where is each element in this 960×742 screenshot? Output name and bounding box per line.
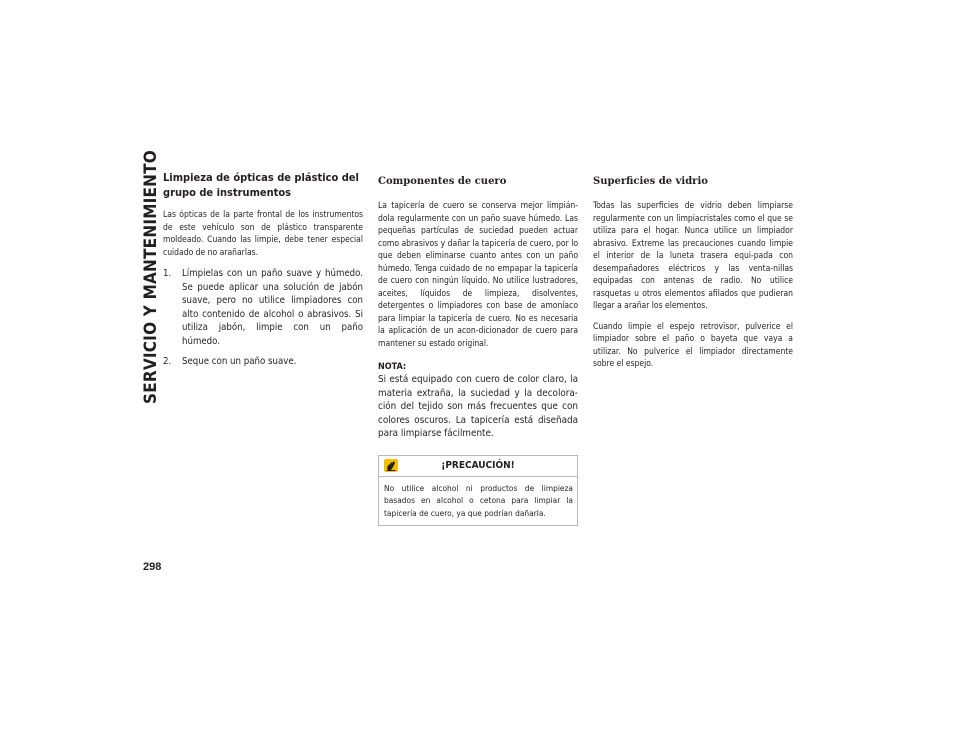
heading-leather: Componentes de cuero <box>378 176 507 187</box>
step-text: Límpielas con un paño suave y húmedo. Se puede aplicar una solución de jabón suave, pero no utilice limpiadores con alto contenido de alcohol o abrasivos. Si utiliza jabón, limpie con un paño húmedo. <box>182 268 363 347</box>
heading-instrument-lens: Limpieza de ópticas de plástico del grupo de instrumentos <box>163 171 359 199</box>
column-leather <box>378 170 578 526</box>
paragraph-glass-2: Cuando limpie el espejo retrovisor, pulverice el limpiador sobre el paño o bayeta que vaya a utilizar. No pulverice el limpiador directamente sobre el espejo. <box>593 321 793 369</box>
note-text: Si está equipado con cuero de color claro, la materia extraña, la suciedad y la decolora-ción del tejido son más frecuentes que con colores oscuros. La tapicería está diseñada para limpiarse fácilmente. <box>378 374 578 440</box>
step-number: 2. <box>163 355 172 367</box>
heading-glass: Superficies de vidrio <box>593 176 708 187</box>
section-title-text: SERVICIO Y MANTENIMIENTO <box>141 149 161 405</box>
caution-title: ¡PRECAUCIÓN! <box>441 459 515 471</box>
steps-list <box>163 267 363 368</box>
step-text: Seque con un paño suave. <box>182 355 297 367</box>
note-label: NOTA: <box>378 362 407 372</box>
caution-text: No utilice alcohol ni productos de limpieza basados en alcohol o cetona para limpiar la tapicería de cuero, ya que podrían dañarla. <box>384 482 573 518</box>
column-instrument-lens <box>163 170 363 374</box>
caution-box <box>378 455 578 527</box>
caution-header <box>379 456 577 477</box>
step-number: 1. <box>163 268 172 279</box>
paragraph-glass-1: Todas las superficies de vidrio deben limpiarse regularmente con un limpiacristales como el que se utiliza para el hogar. Nunca utilice un limpiador abrasivo. Extreme las precauciones cuando limpie el interior de la luneta trasera equi-pada con desempañadores eléctricos y las venta-nillas equipadas con antenas de radio. No utilice rasquetas u otros elementos afilados que pudieran llegar a arañar los elementos. <box>593 201 793 311</box>
list-item <box>163 267 363 349</box>
list-item <box>163 355 363 369</box>
section-title <box>141 149 161 405</box>
page-number: 298 <box>143 561 162 573</box>
paragraph-instrument-lens: Las ópticas de la parte frontal de los instrumentos de este vehículo son de plástico transparente moldeado. Cuando las limpie, debe tener especial cuidado de no arañarlas. <box>163 210 363 258</box>
column-glass <box>593 170 793 379</box>
paragraph-leather: La tapicería de cuero se conserva mejor limpián-dola regularmente con un paño suave húmedo. Las pequeñas partículas de suciedad pueden actuar como abrasivos y dañar la tapicería de cuero, por lo que deben eliminarse cuanto antes con un paño húmedo. Tenga cuidado de no empapar la tapicería de cuero con ningún líquido. No utilice lustradores, aceites, líquidos de limpieza, disolventes, detergentes o limpiadores con base de amoníaco para limpiar la tapicería de cuero. No es necesaria la aplicación de un acon-dicionador de cuero para mantener su estado original. <box>378 201 578 349</box>
